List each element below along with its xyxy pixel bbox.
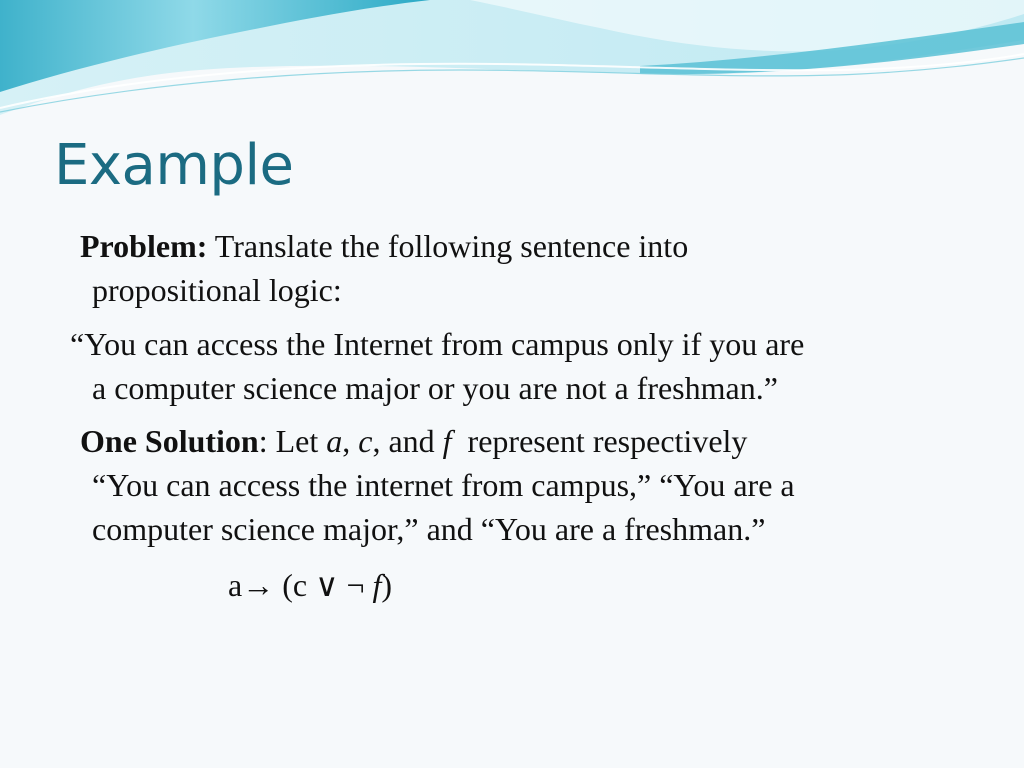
solution-paragraph xyxy=(0,419,795,551)
formula-rhs: ) xyxy=(381,567,393,603)
problem-text-2: propositional logic: xyxy=(92,272,342,308)
solution-line-3: computer science major,” and “You are a freshman.” xyxy=(92,511,766,547)
variable-c: c xyxy=(358,423,373,459)
formula-variable-f: f xyxy=(372,567,382,603)
problem-text-1: Translate the following sentence into xyxy=(207,228,689,264)
problem-line-1 xyxy=(0,224,688,268)
quote-line-2: a computer science major or you are not a freshman.” xyxy=(92,370,778,406)
formula-line xyxy=(0,563,392,607)
variable-f: f xyxy=(442,423,452,459)
solution-line-2: “You can access the internet from campus,” “You are a xyxy=(92,467,795,503)
solution-sep-2: , and xyxy=(372,423,443,459)
solution-tail-1: represent respectively xyxy=(451,423,748,459)
formula-lhs: a→ (c ∨ ¬ xyxy=(228,567,373,603)
formula xyxy=(0,563,392,607)
quote-paragraph xyxy=(0,322,804,410)
solution-colon: : Let xyxy=(258,423,327,459)
problem-label: Problem: xyxy=(80,228,208,264)
solution-line-1 xyxy=(0,419,795,463)
solution-label: One Solution xyxy=(80,423,259,459)
variable-a: a xyxy=(326,423,343,459)
problem-paragraph xyxy=(0,224,688,312)
slide-title: Example xyxy=(54,133,294,198)
quote-line-1: “You can access the Internet from campus only if you are xyxy=(70,326,805,362)
solution-sep-1: , xyxy=(342,423,359,459)
